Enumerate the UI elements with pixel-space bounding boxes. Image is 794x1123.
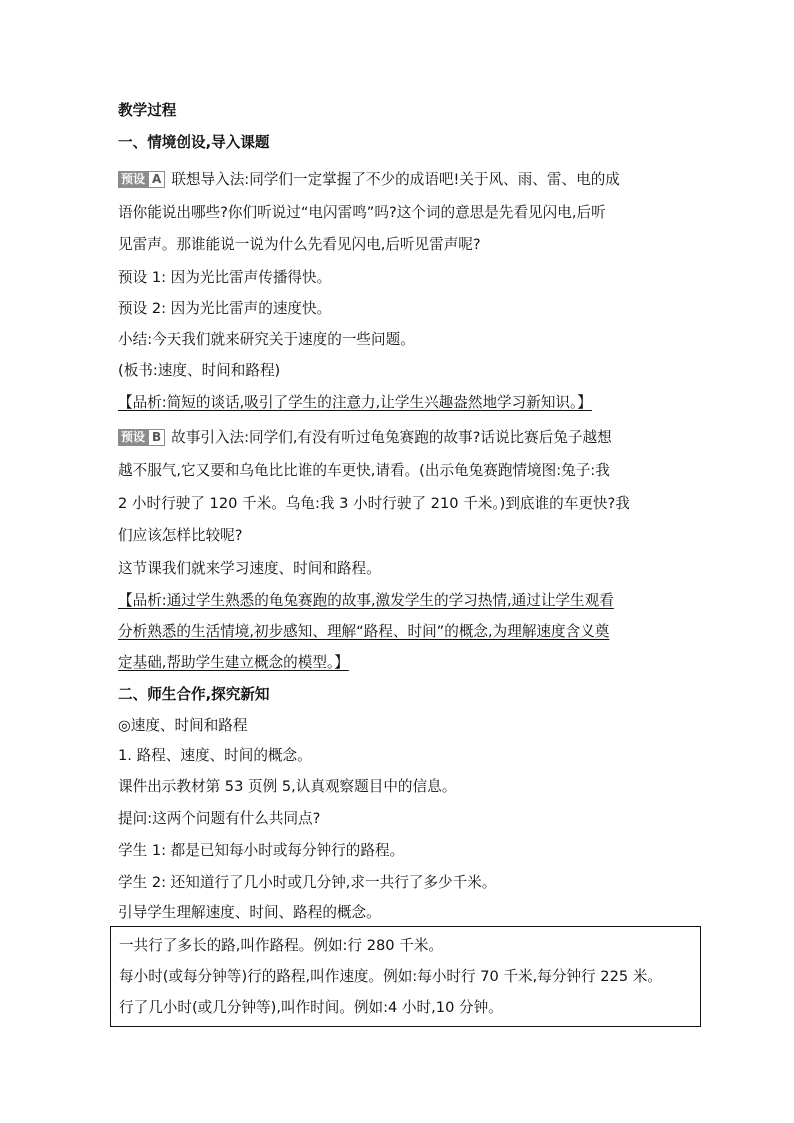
comment-2-line-1: 【品析:通过学生熟悉的龟兔赛跑的故事,激发学生的学习热情,通过让学生观看 [118,592,614,609]
definition-time: 行了几小时(或几分钟等),叫作时间。例如:4 小时,10 分钟。 [119,999,503,1016]
question: 提问:这两个问题有什么共同点? [118,810,321,827]
item-1: 1. 路程、速度、时间的概念。 [118,747,312,764]
preset-a-line-3: 见雷声。那谁能说一说为什么先看见闪电,后听见雷声呢? [118,236,481,253]
preset-2: 预设 2: 因为光比雷声的速度快。 [118,300,332,317]
board-note: (板书:速度、时间和路程) [118,362,281,379]
preset-b-line-2: 越不服气,它又要和乌龟比比谁的车更快,请看。(出示龟兔赛跑情境图:兔子:我 [118,462,610,479]
definition-distance: 一共行了多长的路,叫作路程。例如:行 280 千米。 [119,937,443,954]
preset-b-line-1: 预设 B 故事引入法:同学们,有没有听过龟兔赛跑的故事?话说比赛后兔子越想 [118,428,612,448]
definition-speed: 每小时(或每分钟等)行的路程,叫作速度。例如:每小时行 70 千米,每分钟行 225 米。 [119,968,662,985]
courseware: 课件出示教材第 53 页例 5,认真观察题目中的信息。 [118,778,457,795]
definition-box [110,926,701,1027]
preset-a-badge: 预设 A [118,171,165,188]
guide: 引导学生理解速度、时间、路程的概念。 [118,904,381,921]
preset-1: 预设 1: 因为光比雷声传播得快。 [118,269,332,286]
preset-b-line-3: 2 小时行驶了 120 千米。乌龟:我 3 小时行驶了 210 千米。)到底谁的车更快?我 [118,495,630,512]
topic: ◎速度、时间和路程 [118,717,248,734]
student-2: 学生 2: 还知道行了几小时或几分钟,求一共行了多少千米。 [118,874,497,891]
summary: 小结:今天我们就来研究关于速度的一些问题。 [118,331,415,348]
section-2-title: 二、师生合作,探究新知 [118,686,270,703]
preset-b-line-4: 们应该怎样比较呢? [118,527,243,544]
preset-a-line-1: 预设 A 联想导入法:同学们一定掌握了不少的成语吧!关于风、雨、雷、电的成 [118,170,620,190]
comment-1: 【品析:简短的谈话,吸引了学生的注意力,让学生兴趣盎然地学习新知识。】 [118,394,592,411]
student-1: 学生 1: 都是已知每小时或每分钟行的路程。 [118,842,405,859]
section-1-title: 一、情境创设,导入课题 [118,134,270,151]
heading: 教学过程 [118,102,177,119]
comment-2-line-2: 分析熟悉的生活情境,初步感知、理解“路程、时间”的概念,为理解速度含义奠 [118,623,610,640]
preset-a-line-2: 语你能说出哪些?你们听说过“电闪雷鸣”吗?这个词的意思是先看见闪电,后听 [118,204,606,221]
comment-2-line-3: 定基础,帮助学生建立概念的模型。】 [118,654,349,671]
intro: 这节课我们就来学习速度、时间和路程。 [118,560,381,577]
preset-b-badge: 预设 B [118,429,165,446]
